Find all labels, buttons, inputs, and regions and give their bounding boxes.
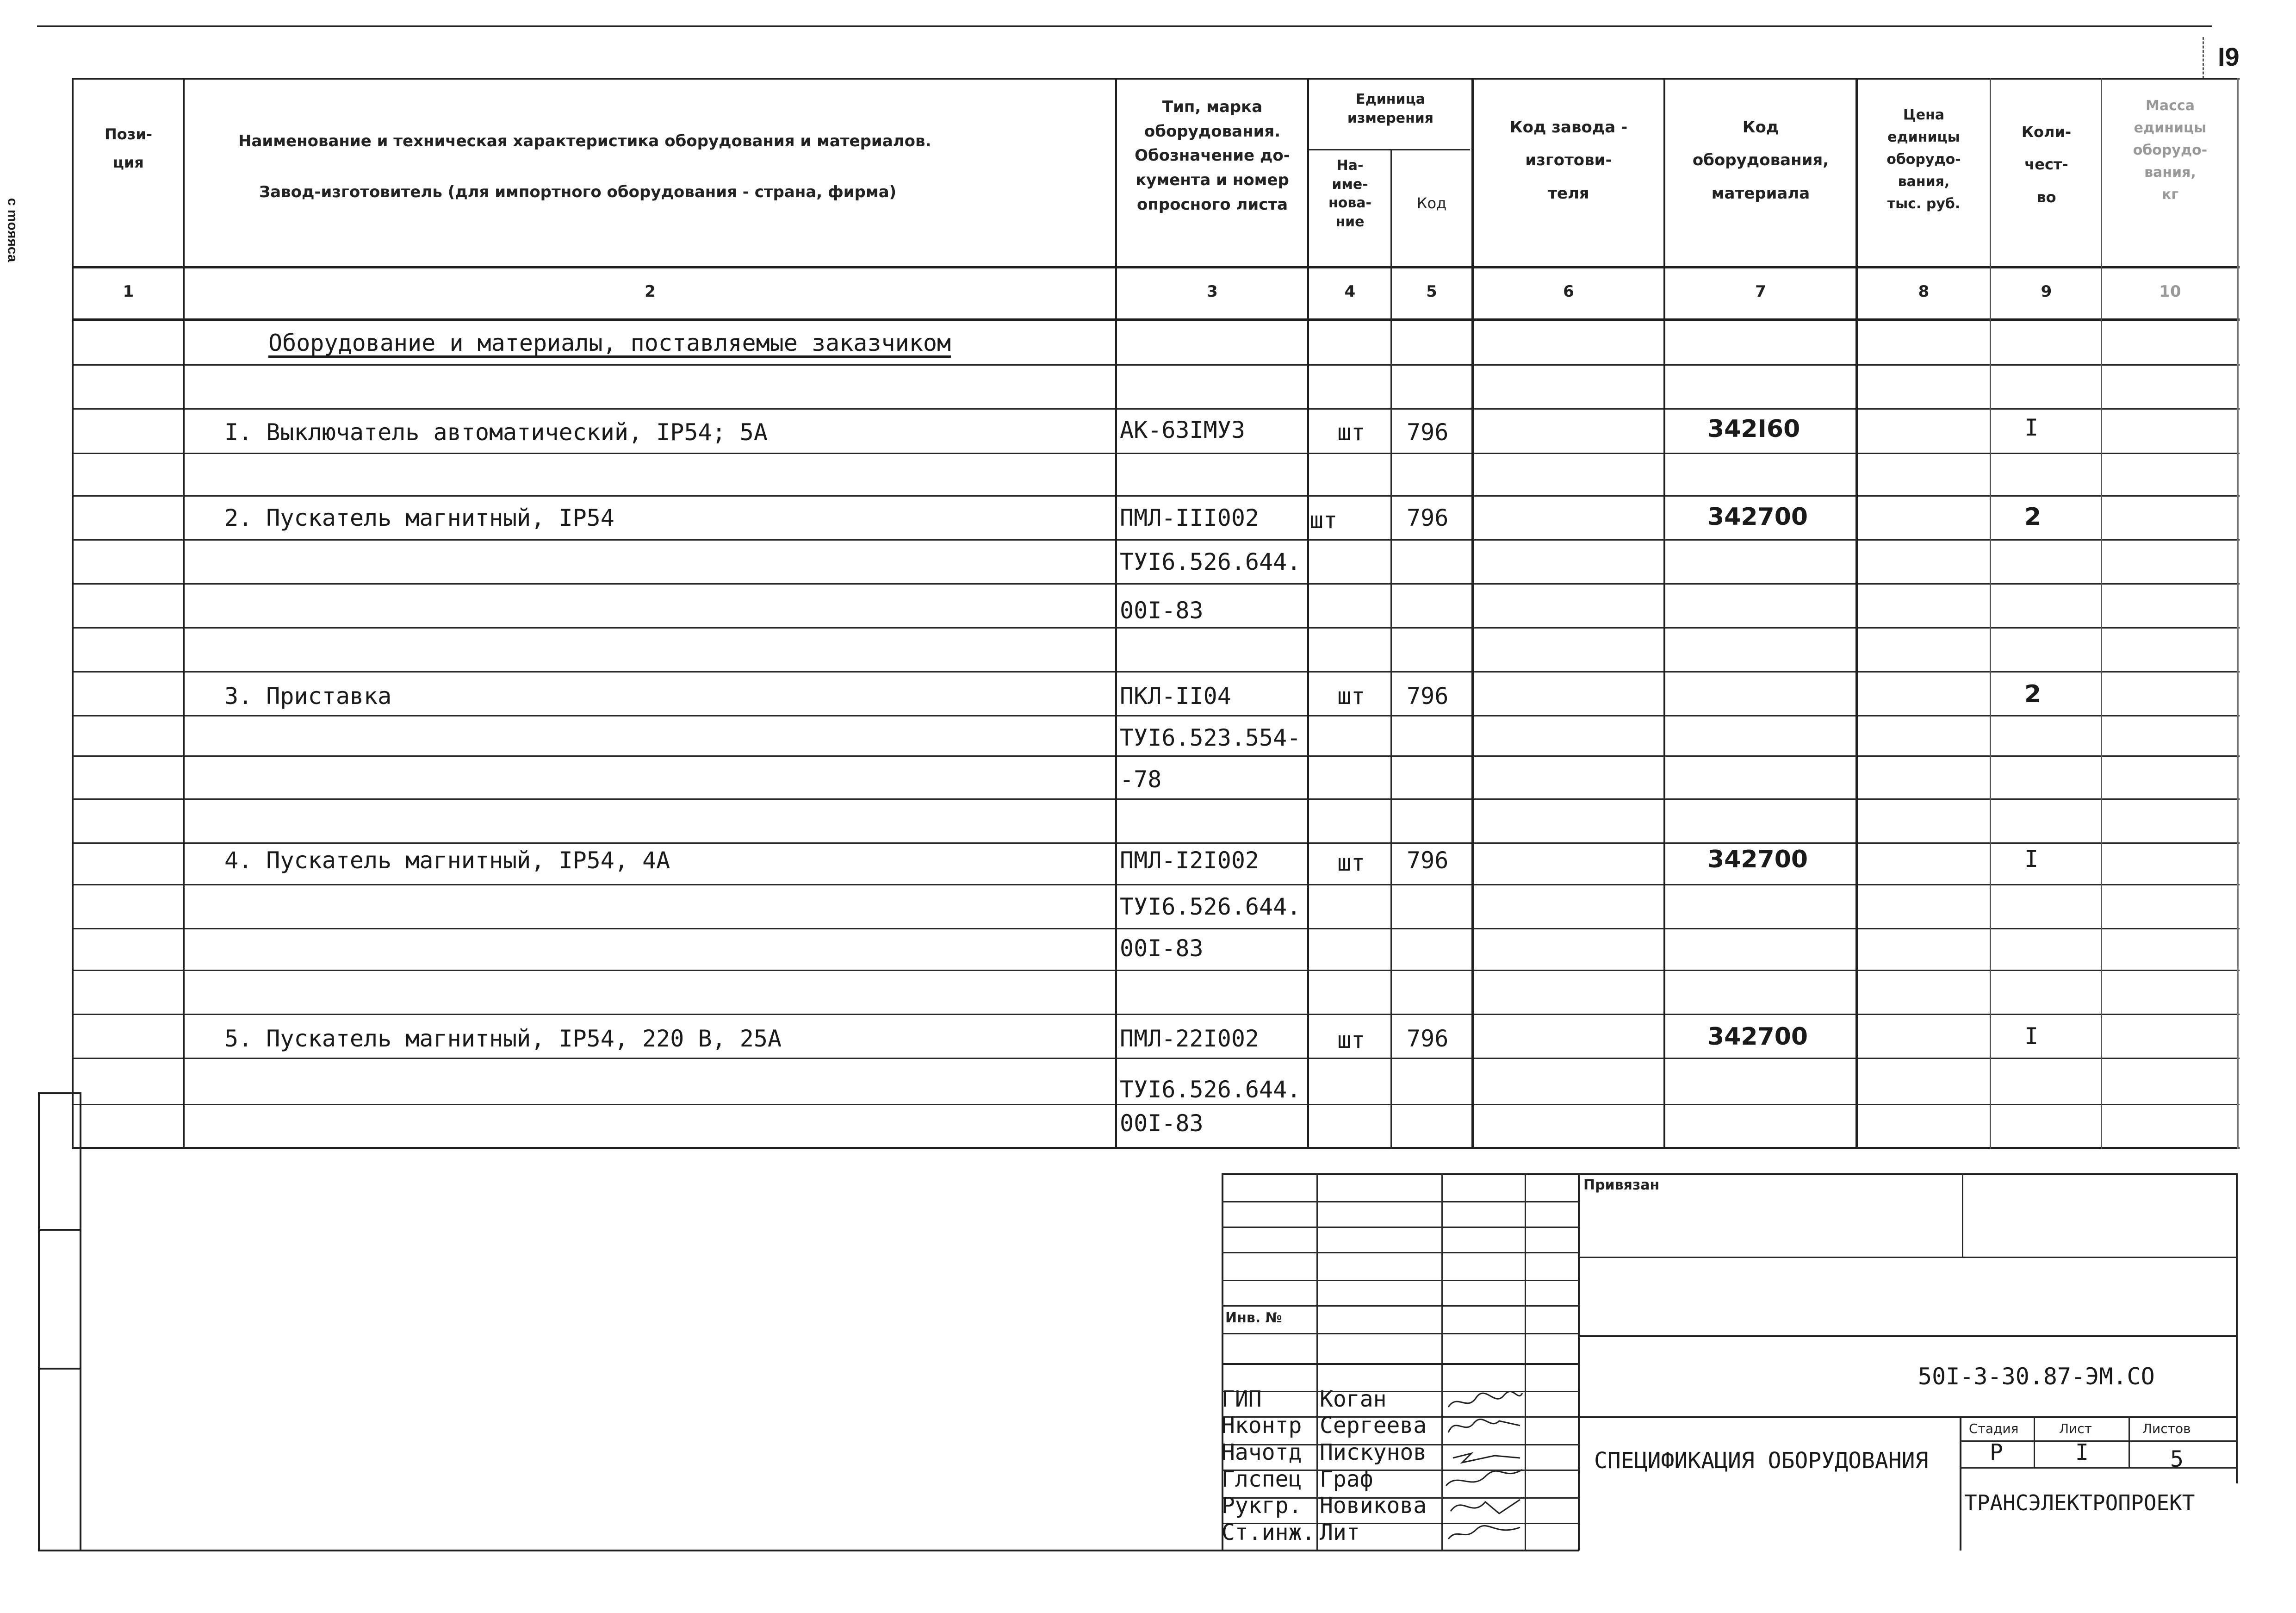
col-line [1990,78,1991,1149]
title-grid-line [1578,1173,1580,1551]
row-line [72,842,2240,844]
title-block-border [2236,1173,2238,1483]
item-quantity: I [2024,846,2039,872]
title-block-border [1222,1173,2237,1175]
item-type: ПМЛ-I2I002 [1120,847,1260,874]
row-line [72,798,2240,800]
row-line [72,1058,2240,1059]
row-line [72,627,2240,629]
row-line [72,495,2240,497]
item-name: I. Выключатель автоматический, IP54; 5A [224,419,768,446]
row-line [72,364,2240,366]
sheets-label: Листов [2142,1421,2191,1436]
item-unit-code: 796 [1407,419,1449,446]
col-line [1663,78,1665,1149]
item-quantity: 2 [2024,680,2042,708]
header-factory-code: Код завода - изготови- теля [1509,118,1628,203]
title-grid-line [1222,1280,1579,1281]
item-equipment-code: 342700 [1707,503,1808,531]
title-grid-line [1578,1257,2237,1258]
header-quantity: Коли- чест- во [2021,123,2072,206]
row-line [72,755,2240,757]
column-number: 3 [1207,282,1218,301]
header-manufacturer: Завод-изготовитель (для импортного оборудования - страна, фирма) [259,183,897,201]
column-number: 10 [2159,282,2181,301]
col-line [1115,78,1117,1149]
item-equipment-code: 342700 [1707,1023,1808,1051]
section-title: Оборудование и материалы, поставляемые заказчиком [268,330,951,356]
item-name: 3. Приставка [224,683,392,710]
title-grid-line [1316,1173,1318,1551]
table-bottom-border [72,1147,2240,1149]
table-top-border [72,78,2240,80]
item-type-continuation: -78 [1120,766,1162,793]
document-code: 50I-3-30.87-ЭМ.СО [1918,1363,2155,1390]
column-number: 2 [645,282,656,301]
title-grid-line [1222,1227,1579,1228]
item-unit-code: 796 [1407,847,1449,874]
item-equipment-code: 342700 [1707,846,1808,873]
item-quantity: 2 [2024,503,2042,531]
item-type: ПМЛ-22I002 [1120,1025,1260,1052]
header-position: Пози- ция [104,125,153,171]
item-unit: шт [1337,683,1365,710]
unit-subheader-line [1308,149,1470,150]
header-unit-code: Код [1416,194,1447,212]
item-unit: шт [1309,507,1338,534]
column-number: 1 [123,282,134,301]
signatures-image [1444,1389,1527,1548]
item-unit: шт [1337,1027,1365,1053]
column-number: 5 [1426,282,1437,301]
item-name: 5. Пускатель магнитный, IP54, 220 В, 25А [224,1025,782,1052]
row-line [72,715,2240,716]
page-number-box [2203,37,2269,79]
sheet-value: I [2075,1439,2089,1465]
item-type-continuation: 00I-83 [1120,597,1204,624]
header-unit: Единица измерения [1347,91,1434,126]
item-type-continuation: ТУI6.526.644. [1120,893,1301,920]
column-number: 8 [1918,282,1930,301]
header-type: Тип, марка оборудования. Обозначение до- кумента и номер опросного листа [1135,98,1290,214]
header-mass: Масса единицы оборудо- вания, кг [2133,98,2208,203]
item-unit-code: 796 [1407,1025,1449,1052]
row-line [72,928,2240,929]
header-equipment-code: Код оборудования, материала [1692,118,1829,203]
privyazan-label: Привязан [1583,1177,1660,1193]
margin-stamp-text: ɐɔʁʁᴏɯ ɔ [3,198,19,262]
col-line [1307,78,1309,1149]
signer-name: Пискунов [1320,1439,1427,1465]
item-unit-code: 796 [1407,683,1449,710]
item-unit-code: 796 [1407,504,1449,531]
col-line [1855,78,1858,1149]
col-line [72,78,74,1149]
row-line [72,671,2240,673]
signer-role: Нконтр [1222,1413,1302,1439]
signer-role: Глспец [1222,1466,1302,1492]
item-type: ПКЛ-II04 [1120,683,1231,710]
item-unit: шт [1337,849,1365,876]
col-line [183,78,185,1149]
colnum-bottom-border [72,318,2240,321]
header-unit-name: На- име- нова- ние [1328,157,1372,230]
signer-name: Коган [1320,1386,1387,1412]
stage-label: Стадия [1969,1421,2019,1436]
signer-name: Лит [1320,1520,1360,1545]
page-number: I9 [2218,42,2240,71]
signer-role: Начотд [1222,1439,1302,1465]
title-grid-line [1960,1467,2237,1469]
row-line [72,884,2240,885]
document-title: СПЕЦИФИКАЦИЯ ОБОРУДОВАНИЯ [1594,1448,1929,1474]
signer-name: Граф [1320,1466,1373,1492]
binding-margin-line [38,1092,81,1094]
signer-role: Рукгр. [1222,1493,1302,1519]
column-number: 6 [1563,282,1574,301]
title-grid-line [1962,1173,1963,1257]
item-type-continuation: ТУI6.526.644. [1120,548,1301,575]
header-name: Наименование и техническая характеристика оборудования и материалов. [238,132,931,150]
item-name: 2. Пускатель магнитный, IP54 [224,504,614,531]
signer-name: Сергеева [1320,1413,1427,1439]
col-line [2101,78,2102,1149]
sheet-label: Лист [2059,1421,2092,1436]
signer-name: Новикова [1320,1493,1427,1519]
header-price: Цена единицы оборудо- вания, тыс. руб. [1886,107,1961,212]
row-line [72,1014,2240,1015]
item-type-continuation: 00I-83 [1120,935,1204,962]
header-bottom-border [72,266,2240,268]
stage-value: Р [1990,1439,2003,1465]
row-line [72,583,2240,585]
row-line [72,539,2240,541]
item-type: ПМЛ-III002 [1120,504,1260,531]
item-unit: шт [1337,419,1365,446]
signer-role: ГИП [1222,1386,1262,1412]
sheets-value: 5 [2170,1446,2184,1472]
signer-role: Ст.инж. [1222,1520,1316,1545]
item-type: АК-63IМУ3 [1120,417,1245,443]
organization-name: ТРАНСЭЛЕКТРОПРОЕКТ [1964,1490,2195,1515]
col-line [2237,78,2239,1149]
col-line [1471,78,1474,1149]
title-grid-line [1222,1333,1579,1334]
title-grid-line [1578,1335,2237,1337]
column-number: 4 [1344,282,1356,301]
title-grid-line [2128,1416,2130,1468]
row-line [72,408,2240,410]
binding-margin-line [38,1229,81,1231]
title-grid-line [1222,1305,1579,1307]
item-type-continuation: ТУI6.526.644. [1120,1076,1301,1103]
binding-margin-line [38,1368,81,1370]
title-grid-line [2034,1416,2035,1468]
title-grid-line [1222,1201,1579,1202]
binding-margin-line [38,1092,40,1551]
binding-margin-line [80,1092,81,1551]
title-grid-line [1222,1252,1579,1253]
title-grid-line [1578,1416,2237,1418]
item-name: 4. Пускатель магнитный, IP54, 4A [224,847,670,874]
title-grid-line [1222,1363,1579,1365]
item-equipment-code: 342I60 [1707,415,1800,443]
item-quantity: I [2024,414,2039,441]
item-type-continuation: ТУI6.523.554- [1120,724,1301,751]
column-number: 7 [1755,282,1766,301]
column-number: 9 [2041,282,2052,301]
inventory-number-label: Инв. № [1225,1310,1282,1326]
page-bottom-line [38,1550,1579,1551]
item-quantity: I [2024,1023,2039,1050]
top-trim-line [37,25,2212,27]
row-line [72,970,2240,971]
item-type-continuation: 00I-83 [1120,1110,1204,1137]
row-line [72,453,2240,454]
title-grid-line [1441,1173,1443,1551]
title-grid-line [1960,1416,1961,1551]
row-line [72,1104,2240,1105]
